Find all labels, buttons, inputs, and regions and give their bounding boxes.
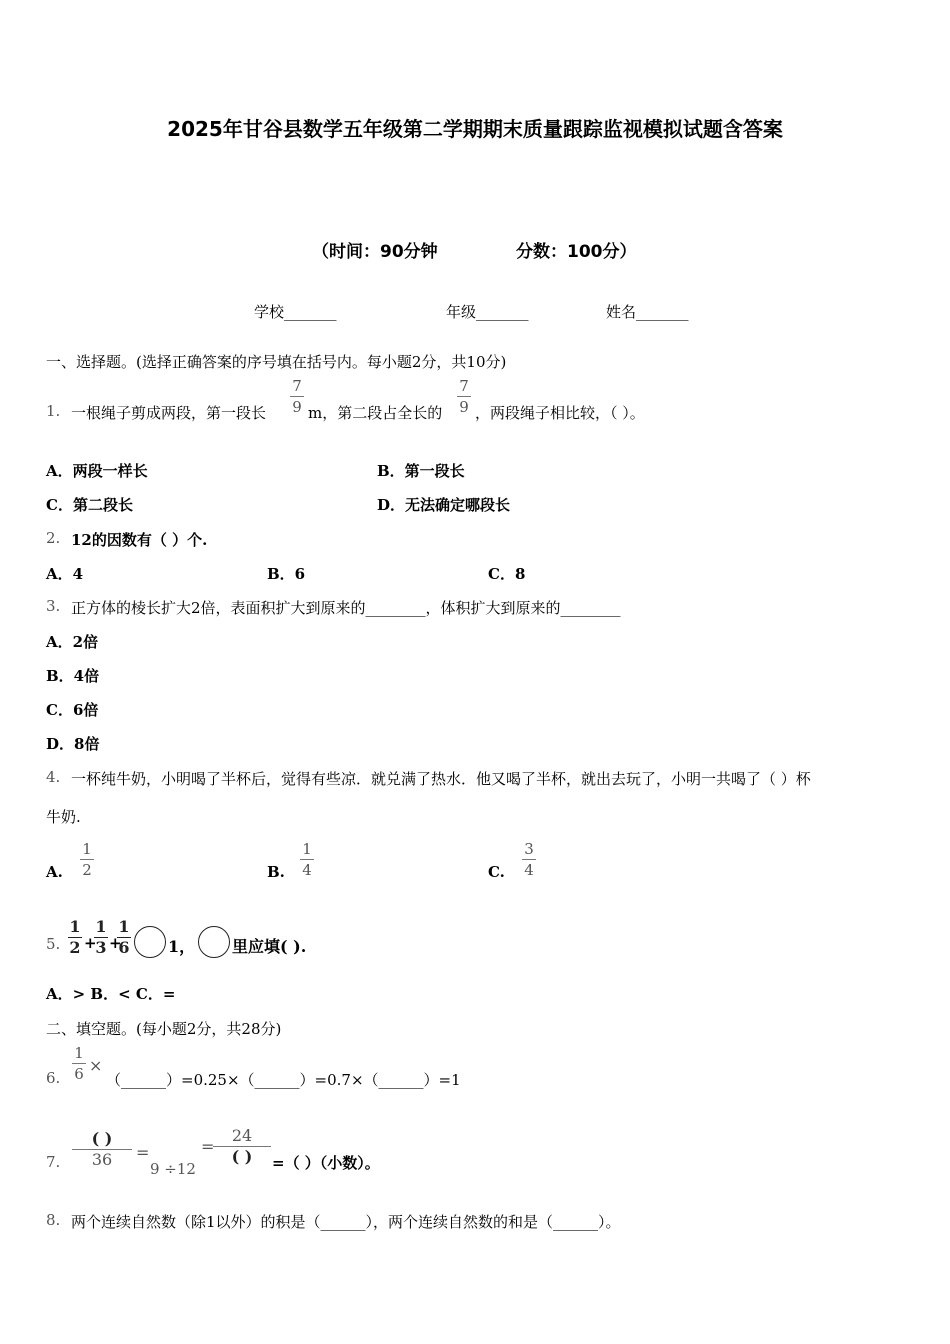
numerator: 24 <box>231 1126 253 1145</box>
numerator: 1 <box>69 917 81 936</box>
q3-text: 正方体的棱长扩大2倍，表面积扩大到原来的________，体积扩大到原来的________ <box>71 599 621 617</box>
q7-mid-expression: 9 ÷12 <box>150 1160 196 1178</box>
q2-option-b[interactable]: B．6 <box>267 565 306 583</box>
q7-fraction-1 <box>72 1130 132 1169</box>
denominator: 6 <box>118 938 130 957</box>
q6-fraction <box>72 1044 86 1083</box>
numerator: 1 <box>95 917 107 936</box>
q1-option-c[interactable]: C．第二段长 <box>46 496 133 514</box>
q4-option-a[interactable]: A. <box>46 863 63 881</box>
numerator: 1 <box>118 917 130 936</box>
q3-number: 3. <box>46 597 61 615</box>
denominator: 2 <box>82 861 92 879</box>
q4-number: 4. <box>46 768 61 786</box>
q1-frac1-numerator: 7 <box>292 377 302 395</box>
exam-time: （时间：90分钟 <box>312 242 438 262</box>
q4-option-c[interactable]: C. <box>488 863 505 881</box>
fraction-bar <box>457 396 471 397</box>
exam-score: 分数：100分） <box>516 242 637 262</box>
grade-field: 年级_______ <box>446 303 529 321</box>
fraction-bar <box>290 396 304 397</box>
q4-option-b-fraction <box>300 840 314 879</box>
q1-text-b: m，第二段占全长的 <box>308 404 443 422</box>
q8-number: 8. <box>46 1211 61 1229</box>
q6-number: 6. <box>46 1069 61 1087</box>
fraction-bar <box>300 859 314 860</box>
section1-heading: 一、选择题。(选择正确答案的序号填在括号内。每小题2分，共10分) <box>46 353 507 371</box>
numerator: 1 <box>302 840 312 858</box>
q6-text: （______）=0.25×（______）=0.7×（______）=1 <box>106 1071 461 1089</box>
plus-sign: + <box>84 934 97 952</box>
section2-heading: 二、填空题。(每小题2分，共28分) <box>46 1020 282 1038</box>
q1-text-c: ，两段绳子相比较，（ ）。 <box>475 404 645 422</box>
q5-text-a: 1， <box>168 937 196 956</box>
numerator: 1 <box>82 840 92 858</box>
denominator: 6 <box>74 1065 84 1083</box>
equals-sign: = <box>136 1143 150 1162</box>
q1-frac1-denominator: 9 <box>292 398 302 416</box>
q7-fraction-2 <box>213 1127 271 1166</box>
numerator-blank[interactable]: ( ) <box>91 1129 113 1148</box>
q1-option-a[interactable]: A．两段一样长 <box>46 462 148 480</box>
q2-number: 2. <box>46 529 61 547</box>
plus-sign: + <box>109 934 122 952</box>
q1-option-d[interactable]: D．无法确定哪段长 <box>377 496 511 514</box>
page-title: 2025年甘谷县数学五年级第二学期期末质量跟踪监视模拟试题含答案 <box>167 117 783 141</box>
fraction-bar <box>72 1063 86 1064</box>
q1-fraction-2 <box>457 377 471 416</box>
blank-circle-icon[interactable] <box>134 926 166 958</box>
numerator: 1 <box>74 1044 84 1062</box>
q4-option-c-fraction <box>522 840 536 879</box>
q1-frac2-denominator: 9 <box>459 398 469 416</box>
q1-fraction-1 <box>290 377 304 416</box>
q7-number: 7. <box>46 1153 61 1171</box>
numerator: 3 <box>524 840 534 858</box>
q4-option-a-fraction <box>80 840 94 879</box>
q5-fraction-1 <box>68 918 82 957</box>
q7-tail: =（ ）（小数）。 <box>272 1154 380 1172</box>
q1-frac2-numerator: 7 <box>459 377 469 395</box>
q8-text: 两个连续自然数（除1以外）的积是（______），两个连续自然数的和是（______）。 <box>71 1213 621 1231</box>
q1-option-b[interactable]: B．第一段长 <box>377 462 465 480</box>
fraction-bar <box>80 859 94 860</box>
q5-fraction-3 <box>117 918 131 957</box>
q4-option-b[interactable]: B. <box>267 863 285 881</box>
q4-text-line1: 一杯纯牛奶，小明喝了半杯后，觉得有些凉．就兑满了热水．他又喝了半杯，就出去玩了，小明一共喝了（ ）杯 <box>71 770 811 788</box>
denominator: 4 <box>524 861 534 879</box>
q5-options[interactable]: A．> B．< C．= <box>46 985 176 1003</box>
denominator: 36 <box>91 1150 113 1169</box>
denominator: 4 <box>302 861 312 879</box>
q5-text-b: 里应填( ). <box>232 937 307 956</box>
school-field: 学校_______ <box>254 303 337 321</box>
denominator: 2 <box>69 938 81 957</box>
denominator: 3 <box>95 938 107 957</box>
fraction-bar <box>522 859 536 860</box>
q5-number: 5. <box>46 935 61 953</box>
name-field: 姓名_______ <box>606 303 689 321</box>
q3-option-d[interactable]: D．8倍 <box>46 735 100 753</box>
q1-text-a: 一根绳子剪成两段，第一段长 <box>71 404 267 422</box>
q3-option-b[interactable]: B．4倍 <box>46 667 100 685</box>
equals-sign: = <box>201 1137 215 1156</box>
q4-text-line2: 牛奶. <box>46 808 81 826</box>
blank-circle-icon[interactable] <box>198 926 230 958</box>
q5-fraction-2 <box>94 918 108 957</box>
times-sign: × <box>89 1056 103 1075</box>
q3-option-a[interactable]: A．2倍 <box>46 633 99 651</box>
q2-option-a[interactable]: A．4 <box>46 565 84 583</box>
denominator-blank[interactable]: ( ) <box>231 1147 253 1166</box>
q3-option-c[interactable]: C．6倍 <box>46 701 99 719</box>
q2-option-c[interactable]: C．8 <box>488 565 526 583</box>
q1-number: 1. <box>46 402 61 420</box>
q2-text: 12的因数有（ ）个. <box>71 531 208 549</box>
